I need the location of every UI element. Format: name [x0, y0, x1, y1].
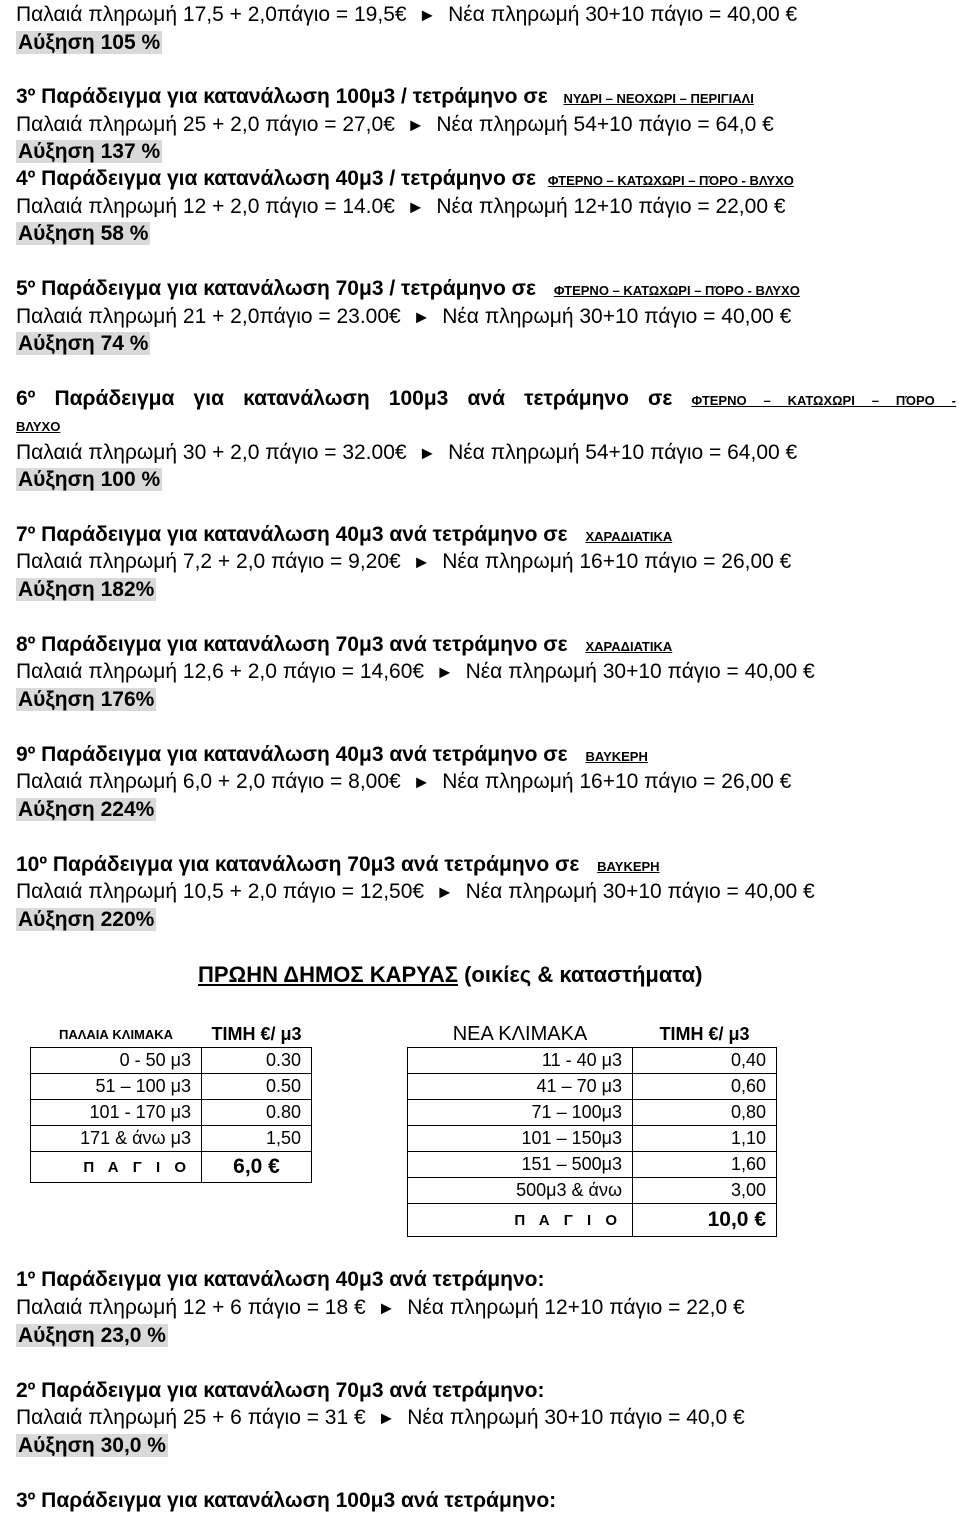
arrow-icon: ►: [418, 5, 437, 25]
range-cell: 51 – 100 μ3: [31, 1074, 202, 1100]
table-row: [31, 1048, 312, 1074]
table-header-price: ΤΙΜΗ €/ μ3: [633, 1022, 777, 1048]
increase-line: [16, 1433, 960, 1459]
price-cell: 0.50: [202, 1074, 312, 1100]
table-header-label: ΠΑΛΑΙΑ ΚΛΙΜΑΚΑ: [31, 1022, 202, 1048]
payment-line: [16, 879, 960, 905]
table-header-price: ΤΙΜΗ €/ μ3: [202, 1022, 312, 1048]
increase-value: Αύξηση 220%: [18, 908, 155, 931]
old-payment: Παλαιά πληρωμή 12 + 2,0 πάγιο = 14.0€: [16, 195, 395, 218]
arrow-icon: ►: [412, 552, 431, 572]
increase-line: [16, 1323, 960, 1349]
example-title: 3º Παράδειγμα για κατανάλωση 100μ3 / τετράμηνο σε: [16, 85, 548, 108]
range-cell: 71 – 100μ3: [408, 1100, 633, 1126]
increase-value: Αύξηση 58 %: [18, 222, 149, 245]
price-cell: 0.80: [202, 1100, 312, 1126]
new-payment: Νέα πληρωμή 30+10 πάγιο = 40,00 €: [465, 880, 815, 903]
new-payment: Νέα πληρωμή 30+10 πάγιο = 40,00 €: [442, 305, 792, 328]
increase-line: [16, 331, 960, 357]
arrow-icon: ►: [406, 197, 425, 217]
price-cell: 0,40: [633, 1048, 777, 1074]
increase-value: Αύξηση 182%: [18, 578, 155, 601]
table-row: [31, 1126, 312, 1152]
range-cell: 11 - 40 μ3: [408, 1048, 633, 1074]
example-title: 8º Παράδειγμα για κατανάλωση 70μ3 ανά τετράμηνο σε: [16, 633, 568, 656]
area-name: ΝΥΔΡΙ – ΝΕΟΧΩΡΙ – ΠΕΡΙΓΙΑΛΙ: [563, 91, 754, 106]
table-row: [408, 1048, 777, 1074]
new-payment: Νέα πληρωμή 16+10 πάγιο = 26,00 €: [442, 770, 792, 793]
arrow-icon: ►: [412, 772, 431, 792]
pagio-label: Π Α Γ Ι Ο: [408, 1204, 633, 1237]
arrow-icon: ►: [412, 307, 431, 327]
range-cell: 41 – 70 μ3: [408, 1074, 633, 1100]
payment-line: [16, 440, 960, 466]
old-payment: Παλαιά πληρωμή 12,6 + 2,0 πάγιο = 14,60€: [16, 660, 425, 683]
range-cell: 101 – 150μ3: [408, 1126, 633, 1152]
price-cell: 0,80: [633, 1100, 777, 1126]
range-cell: 101 - 170 μ3: [31, 1100, 202, 1126]
increase-value: Αύξηση 100 %: [18, 468, 161, 491]
new-payment: Νέα πληρωμή 12+10 πάγιο = 22,0 €: [407, 1296, 745, 1319]
pagio-value: 10,0 €: [633, 1204, 777, 1237]
table-row: [408, 1126, 777, 1152]
example-title: 2º Παράδειγμα για κατανάλωση 70μ3 ανά τετράμηνο:: [16, 1379, 545, 1402]
old-payment: Παλαιά πληρωμή 7,2 + 2,0 πάγιο = 9,20€: [16, 550, 401, 573]
new-tariff-table: [407, 1022, 777, 1237]
payment-line: [16, 1405, 960, 1431]
arrow-icon: ►: [377, 1298, 396, 1318]
payment-line: [16, 549, 960, 575]
increase-line: [16, 30, 960, 56]
example-heading: [16, 84, 960, 112]
table-row: [31, 1074, 312, 1100]
price-cell: 0.30: [202, 1048, 312, 1074]
increase-value: Αύξηση 137 %: [18, 140, 161, 163]
example-title: 3º Παράδειγμα για κατανάλωση 100μ3 ανά τετράμηνο:: [16, 1489, 557, 1512]
price-cell: 1,60: [633, 1152, 777, 1178]
table-row: [408, 1100, 777, 1126]
example-heading: [16, 166, 960, 194]
pagio-row: [31, 1152, 312, 1183]
price-cell: 1,50: [202, 1126, 312, 1152]
old-tariff-table: [30, 1022, 312, 1183]
arrow-icon: ►: [418, 443, 437, 463]
price-cell: 3,00: [633, 1178, 777, 1204]
table-row: [408, 1152, 777, 1178]
price-cell: 1,10: [633, 1126, 777, 1152]
old-payment: Παλαιά πληρωμή 10,5 + 2,0 πάγιο = 12,50€: [16, 880, 425, 903]
increase-value: Αύξηση 224%: [18, 798, 155, 821]
table-row: [408, 1074, 777, 1100]
table-header-row: [408, 1022, 777, 1048]
area-name: ΧΑΡΑΔΙΑΤΙΚΑ: [585, 529, 673, 544]
pagio-label: Π Α Γ Ι Ο: [31, 1152, 202, 1183]
section-title-sub: (οικίες & καταστήματα): [464, 962, 703, 987]
old-payment: Παλαιά πληρωμή 12 + 6 πάγιο = 18 €: [16, 1296, 366, 1319]
increase-line: [16, 467, 960, 493]
new-payment: Νέα πληρωμή 12+10 πάγιο = 22,00 €: [436, 195, 786, 218]
price-cell: 0,60: [633, 1074, 777, 1100]
area-name: ΒΛΥΧΟ: [16, 419, 61, 434]
pagio-row: [408, 1204, 777, 1237]
arrow-icon: ►: [435, 662, 454, 682]
example-heading: [16, 1488, 960, 1514]
table-row: [408, 1178, 777, 1204]
table-header-label: ΝΕΑ ΚΛΙΜΑΚΑ: [408, 1022, 633, 1048]
arrow-icon: ►: [406, 115, 425, 135]
range-cell: 0 - 50 μ3: [31, 1048, 202, 1074]
arrow-icon: ►: [377, 1408, 396, 1428]
range-cell: 151 – 500μ3: [408, 1152, 633, 1178]
table-row: [31, 1100, 312, 1126]
increase-line: [16, 907, 960, 933]
increase-value: Αύξηση 176%: [18, 688, 155, 711]
area-name: ΒΑΥΚΕΡΗ: [585, 749, 648, 764]
example-heading: [16, 386, 956, 414]
increase-line: [16, 577, 960, 603]
payment-line: [16, 2, 960, 28]
example-heading: [16, 522, 960, 550]
old-payment: Παλαιά πληρωμή 25 + 2,0 πάγιο = 27,0€: [16, 113, 395, 136]
arrow-icon: ►: [435, 882, 454, 902]
area-name: ΦΤΕΡΝΟ – ΚΑΤΩΧΩΡΙ – ΠΌΡΟ -: [691, 393, 957, 408]
new-payment: Νέα πληρωμή 54+10 πάγιο = 64,00 €: [448, 441, 798, 464]
increase-value: Αύξηση 23,0 %: [18, 1324, 166, 1347]
increase-value: Αύξηση 74 %: [18, 332, 149, 355]
new-payment: Νέα πληρωμή 16+10 πάγιο = 26,00 €: [442, 550, 792, 573]
area-continuation: [16, 412, 960, 440]
new-payment: Νέα πληρωμή 30+10 πάγιο = 40,00 €: [448, 3, 798, 26]
old-payment: Παλαιά πληρωμή 21 + 2,0πάγιο = 23.00€: [16, 305, 401, 328]
payment-line: [16, 769, 960, 795]
payment-line: [16, 194, 960, 220]
example-title: 5º Παράδειγμα για κατανάλωση 70μ3 / τετράμηνο σε: [16, 277, 536, 300]
section-title: [198, 962, 702, 988]
increase-line: [16, 139, 960, 165]
increase-line: [16, 221, 960, 247]
area-name: ΧΑΡΑΔΙΑΤΙΚΑ: [585, 639, 673, 654]
example-heading: [16, 276, 960, 304]
example-title: 9º Παράδειγμα για κατανάλωση 40μ3 ανά τετράμηνο σε: [16, 743, 568, 766]
new-payment: Νέα πληρωμή 30+10 πάγιο = 40,00 €: [465, 660, 815, 683]
old-payment: Παλαιά πληρωμή 30 + 2,0 πάγιο = 32.00€: [16, 441, 407, 464]
example-title: 7º Παράδειγμα για κατανάλωση 40μ3 ανά τετράμηνο σε: [16, 523, 568, 546]
example-heading: [16, 1267, 960, 1293]
example-title: 6º Παράδειγμα για κατανάλωση 100μ3 ανά τετράμηνο σε: [16, 387, 673, 410]
example-heading: [16, 632, 960, 660]
old-payment: Παλαιά πληρωμή 17,5 + 2,0πάγιο = 19,5€: [16, 3, 407, 26]
increase-line: [16, 687, 960, 713]
section-title-main: ΠΡΩΗΝ ΔΗΜΟΣ ΚΑΡΥΑΣ: [198, 962, 458, 987]
payment-line: [16, 659, 960, 685]
area-name: ΒΑΥΚΕΡΗ: [597, 859, 660, 874]
increase-value: Αύξηση 105 %: [18, 31, 161, 54]
example-heading: [16, 1378, 960, 1404]
range-cell: 171 & άνω μ3: [31, 1126, 202, 1152]
old-payment: Παλαιά πληρωμή 25 + 6 πάγιο = 31 €: [16, 1406, 366, 1429]
new-payment: Νέα πληρωμή 30+10 πάγιο = 40,0 €: [407, 1406, 745, 1429]
increase-line: [16, 797, 960, 823]
new-payment: Νέα πληρωμή 54+10 πάγιο = 64,0 €: [436, 113, 774, 136]
old-payment: Παλαιά πληρωμή 6,0 + 2,0 πάγιο = 8,00€: [16, 770, 401, 793]
pagio-value: 6,0 €: [202, 1152, 312, 1183]
example-heading: [16, 852, 960, 880]
example-title: 10º Παράδειγμα για κατανάλωση 70μ3 ανά τετράμηνο σε: [16, 853, 580, 876]
payment-line: [16, 304, 960, 330]
increase-value: Αύξηση 30,0 %: [18, 1434, 166, 1457]
area-name: ΦΤΕΡΝΟ – ΚΑΤΩΧΩΡΙ – ΠΌΡΟ - ΒΛΥΧΟ: [547, 173, 794, 188]
example-title: 1º Παράδειγμα για κατανάλωση 40μ3 ανά τετράμηνο:: [16, 1268, 545, 1291]
example-title: 4º Παράδειγμα για κατανάλωση 40μ3 / τετράμηνο σε: [16, 167, 536, 190]
range-cell: 500μ3 & άνω: [408, 1178, 633, 1204]
table-header-row: [31, 1022, 312, 1048]
area-name: ΦΤΕΡΝΟ – ΚΑΤΩΧΩΡΙ – ΠΌΡΟ - ΒΛΥΧΟ: [553, 283, 800, 298]
payment-line: [16, 112, 960, 138]
example-heading: [16, 742, 960, 770]
payment-line: [16, 1295, 960, 1321]
